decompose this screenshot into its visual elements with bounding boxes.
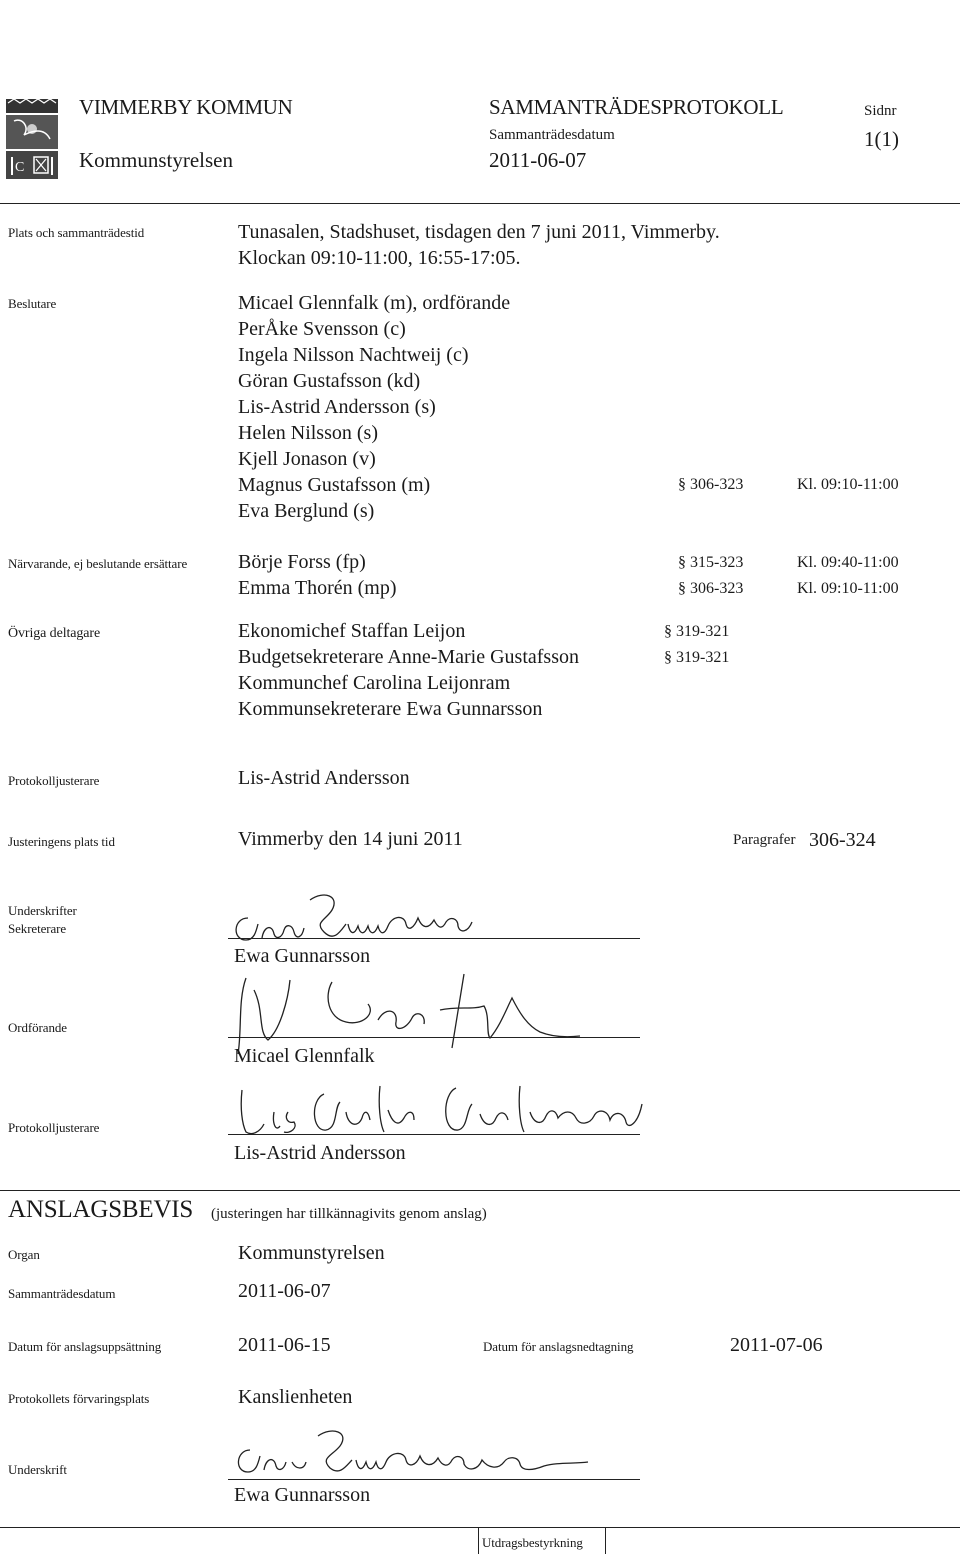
notice-top-divider [0, 1190, 960, 1191]
substitute-2-name: Emma Thorén (mp) [238, 577, 397, 599]
place-line-2: Klockan 09:10-11:00, 16:55-17:05. [238, 247, 521, 269]
paragraphs-value: 306-324 [809, 829, 876, 851]
organ-value: Kommunstyrelsen [238, 1242, 385, 1264]
organ-label: Organ [8, 1247, 40, 1262]
municipality-logo [4, 97, 60, 181]
notice-signature [228, 1426, 628, 1486]
other-2-paragraphs: § 319-321 [664, 649, 730, 666]
substitute-1-paragraphs: § 315-323 [678, 554, 744, 571]
chair-signature-line [228, 1037, 640, 1038]
substitute-1-time: Kl. 09:40-11:00 [797, 554, 899, 571]
meeting-date: 2011-06-07 [489, 148, 587, 172]
adjustment-value: Vimmerby den 14 juni 2011 [238, 828, 463, 850]
other-1-paragraphs: § 319-321 [664, 623, 730, 640]
member-3: Ingela Nilsson Nachtweij (c) [238, 344, 469, 366]
meeting-date-label: Sammanträdesdatum [489, 127, 615, 143]
adjustment-label: Justeringens plats tid [8, 834, 115, 849]
decision-makers-label: Beslutare [8, 296, 57, 311]
municipality-name: VIMMERBY KOMMUN [79, 95, 293, 119]
posted-date-label: Datum för anslagsuppsättning [8, 1339, 162, 1354]
place-line-1: Tunasalen, Stadshuset, tisdagen den 7 juni 2011, Vimmerby. [238, 221, 720, 243]
adjuster-label: Protokolljusterare [8, 773, 100, 788]
substitute-2-time: Kl. 09:10-11:00 [797, 580, 899, 597]
substitutes-label: Närvarande, ej beslutande ersättare [8, 556, 188, 571]
adjuster-name: Lis-Astrid Andersson [238, 767, 410, 789]
coat-of-arms-icon [4, 97, 60, 181]
page-number: 1(1) [864, 127, 899, 151]
place-label: Plats och sammanträdestid [8, 225, 145, 240]
member-8-time: Kl. 09:10-11:00 [797, 476, 899, 493]
storage-value: Kanslienheten [238, 1386, 353, 1408]
notice-subtitle: (justeringen har tillkännagivits genom anslag) [211, 1206, 487, 1222]
adjuster-signature-name: Lis-Astrid Andersson [234, 1142, 406, 1164]
member-6: Helen Nilsson (s) [238, 422, 378, 444]
chair-name: Micael Glennfalk [234, 1045, 375, 1067]
other-3-name: Kommunchef Carolina Leijonram [238, 672, 511, 694]
footer-label: Utdragsbestyrkning [482, 1535, 583, 1550]
notice-signature-line [228, 1479, 640, 1480]
member-5: Lis-Astrid Andersson (s) [238, 396, 436, 418]
other-1-name: Ekonomichef Staffan Leijon [238, 620, 466, 642]
adjuster-signature-label: Protokolljusterare [8, 1120, 100, 1135]
member-2: PerÅke Svensson (c) [238, 318, 406, 340]
adjuster-signature-line [228, 1134, 640, 1135]
others-label: Övriga deltagare [8, 626, 101, 641]
notice-signature-label: Underskrift [8, 1462, 67, 1477]
member-8: Magnus Gustafsson (m) [238, 474, 431, 496]
header-divider [0, 203, 960, 204]
substitute-2-paragraphs: § 306-323 [678, 580, 744, 597]
member-8-paragraphs: § 306-323 [678, 476, 744, 493]
member-9: Eva Berglund (s) [238, 500, 375, 522]
paragraphs-label: Paragrafer [733, 832, 796, 848]
svg-text:C: C [15, 160, 25, 175]
other-2-name: Budgetsekreterare Anne-Marie Gustafsson [238, 646, 579, 668]
storage-label: Protokollets förvaringsplats [8, 1391, 150, 1406]
secretary-signature-line [228, 938, 640, 939]
secretary-name: Ewa Gunnarsson [234, 945, 371, 967]
body-name: Kommunstyrelsen [79, 148, 233, 172]
notice-date-label: Sammanträdesdatum [8, 1286, 116, 1301]
page-number-label: Sidnr [864, 103, 897, 119]
member-1: Micael Glennfalk (m), ordförande [238, 292, 511, 314]
removed-date-value: 2011-07-06 [730, 1334, 823, 1356]
substitute-1-name: Börje Forss (fp) [238, 551, 366, 573]
removed-date-label: Datum för anslagsnedtagning [483, 1339, 634, 1354]
notice-date-value: 2011-06-07 [238, 1280, 331, 1302]
notice-title: ANSLAGSBEVIS [8, 1196, 194, 1223]
signatures-label: Underskrifter [8, 903, 77, 918]
chair-label: Ordförande [8, 1020, 67, 1035]
secretary-label: Sekreterare [8, 921, 67, 936]
posted-date-value: 2011-06-15 [238, 1334, 331, 1356]
member-4: Göran Gustafsson (kd) [238, 370, 421, 392]
member-7: Kjell Jonason (v) [238, 448, 376, 470]
document-type: SAMMANTRÄDESPROTOKOLL [489, 95, 784, 119]
other-4-name: Kommunsekreterare Ewa Gunnarsson [238, 698, 543, 720]
notice-signature-name: Ewa Gunnarsson [234, 1484, 371, 1506]
